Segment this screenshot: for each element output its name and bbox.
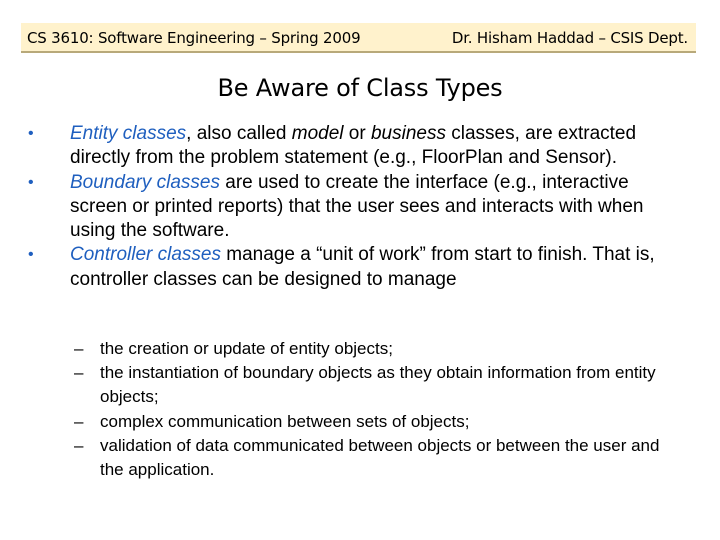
term-entity-classes: Entity classes [70,123,187,144]
slide-title: Be Aware of Class Types [217,74,503,102]
dash-marker: – [74,411,84,431]
sub-item [72,434,684,482]
bullet-entity-classes [28,122,688,171]
sub-item [72,337,684,361]
bullet-marker: • [28,246,34,264]
slide-header [21,23,696,53]
bullet-marker: • [28,173,34,191]
bullet-text: are used to create the interface (e.g., interactive screen or printed reports) that the user sees and interacts with when using the software. [70,171,644,242]
bullet-text: classes, are extracted directly from the problem statement (e.g., FloorPlan and Sensor). [70,123,637,169]
course-label: CS 3610: Software Engineering – Spring 2009 [27,29,361,47]
bullet-marker: • [28,125,34,142]
sub-item-text: validation of data communicated between objects or between the user and the application. [100,435,660,480]
bullet-text: or [343,123,371,144]
term-controller-classes: Controller classes [70,244,221,266]
sub-bullet-list [72,337,684,482]
sub-item [72,410,684,434]
sub-item [72,361,684,409]
term-model: model [291,123,344,144]
sub-item-text: the creation or update of entity objects; [100,339,393,358]
bullet-text: manage a “unit of work” from start to finish. That is, controller classes can be designed to manage [70,244,655,290]
sub-item-text: complex communication between sets of objects; [100,411,470,431]
bullet-text: , also called [186,123,292,144]
sub-item-text: the instantiation of boundary objects as they obtain information from entity objects; [100,363,656,407]
instructor-label: Dr. Hisham Haddad – CSIS Dept. [451,29,688,47]
bullet-boundary-classes [28,171,688,244]
bullet-list [28,122,688,292]
bullet-controller-classes [28,243,688,292]
term-business: business [370,123,446,144]
dash-marker: – [74,363,84,383]
dash-marker: – [74,339,84,358]
term-boundary-classes: Boundary classes [70,171,220,193]
dash-marker: – [74,435,84,455]
